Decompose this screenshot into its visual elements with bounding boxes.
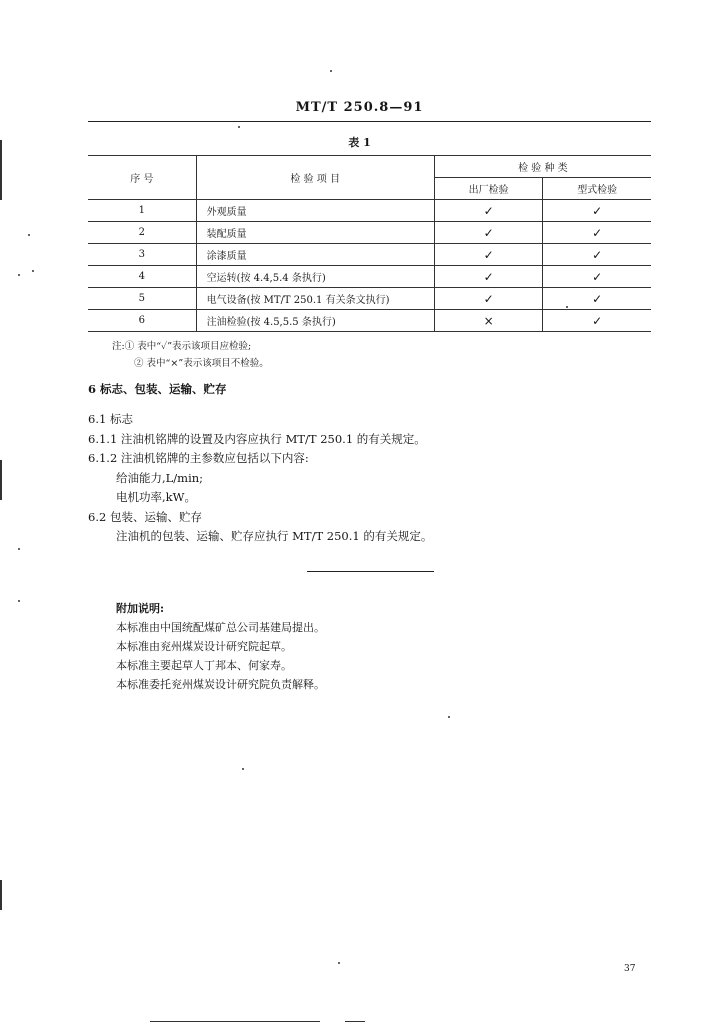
table-header-row: [88, 156, 651, 178]
factory-check-mark: ✓: [434, 244, 543, 266]
section-6-heading: 6 标志、包装、运输、贮存: [88, 382, 227, 396]
clause-6-1-1: 6.1.1 注油机铭牌的设置及内容应执行 MT/T 250.1 的有关规定。: [88, 431, 426, 446]
scan-speck: [338, 962, 340, 964]
page-number: 37: [624, 964, 636, 974]
factory-check-mark: ✓: [434, 200, 543, 222]
appendix-heading: 附加说明:: [116, 602, 165, 615]
scan-edge-mark: [0, 460, 2, 500]
table-row: [88, 266, 651, 288]
type-check-mark: ✓: [543, 310, 651, 332]
end-separator-rule: [307, 571, 434, 572]
scan-speck: [238, 126, 240, 128]
row-item: 外观质量: [196, 200, 434, 222]
scan-speck: [18, 548, 20, 550]
table-row: [88, 200, 651, 222]
appendix-line: 本标准由兖州煤炭设计研究院起草。: [116, 640, 292, 653]
col-header-no: 序 号: [88, 156, 196, 200]
table-row: [88, 222, 651, 244]
row-item: 注油检验(按 4.5,5.5 条执行): [196, 310, 434, 332]
appendix-line: 本标准由中国统配煤矿总公司基建局提出。: [116, 621, 325, 634]
row-no: 2: [88, 222, 196, 244]
clause-6-2: 6.2 包装、运输、贮存: [88, 509, 202, 524]
row-no: 5: [88, 288, 196, 310]
scan-speck: [18, 600, 20, 602]
clause-6-1: 6.1 标志: [88, 412, 133, 426]
scan-speck: [28, 234, 30, 236]
scan-edge-mark: [0, 140, 2, 200]
appendix-notes: [116, 599, 325, 694]
scan-speck: [18, 274, 20, 276]
clause-6-1-2: 6.1.2 注油机铭牌的主参数应包括以下内容:: [88, 451, 309, 465]
scan-speck: [448, 716, 450, 718]
type-check-mark: ✓: [543, 200, 651, 222]
col-header-item: 检 验 项 目: [196, 156, 434, 200]
scan-edge-mark: [0, 880, 2, 910]
row-no: 6: [88, 310, 196, 332]
row-no: 4: [88, 266, 196, 288]
table-note-1: 注:① 表中“✓”表示该项目应检验;: [112, 341, 252, 352]
type-check-mark: ✓: [543, 266, 651, 288]
row-item: 装配质量: [196, 222, 434, 244]
section-6-body: [88, 410, 432, 547]
scan-speck: [566, 306, 568, 308]
param-oil-capacity: 给油能力,L/min;: [116, 470, 204, 485]
scan-speck: [242, 768, 244, 770]
factory-check-mark: ✓: [434, 288, 543, 310]
param-motor-power: 电机功率,kW。: [116, 490, 196, 504]
col-header-kind: 检 验 种 类: [434, 156, 651, 178]
type-check-mark: ✓: [543, 288, 651, 310]
appendix-line: 本标准委托兖州煤炭设计研究院负责解释。: [116, 678, 325, 691]
table-title: 表 1: [348, 136, 371, 149]
factory-cross-mark: ×: [434, 310, 543, 332]
scan-edge-mark: [345, 1021, 365, 1022]
row-item: 涂漆质量: [196, 244, 434, 266]
appendix-line: 本标准主要起草人丁邦本、何家寿。: [116, 659, 292, 672]
row-no: 1: [88, 200, 196, 222]
scan-speck: [330, 70, 332, 72]
scan-speck: [32, 270, 34, 272]
scan-edge-mark: [150, 1021, 320, 1022]
table-row: [88, 310, 651, 332]
type-check-mark: ✓: [543, 244, 651, 266]
factory-check-mark: ✓: [434, 266, 543, 288]
row-item: 空运转(按 4.4,5.4 条执行): [196, 266, 434, 288]
type-check-mark: ✓: [543, 222, 651, 244]
col-header-factory: 出厂检验: [434, 178, 543, 200]
table-note-2: ② 表中“×”表示该项目不检验。: [134, 358, 269, 369]
row-item: 电气设备(按 MT/T 250.1 有关条文执行): [196, 288, 434, 310]
clause-6-2-text: 注油机的包装、运输、贮存应执行 MT/T 250.1 的有关规定。: [116, 529, 433, 543]
factory-check-mark: ✓: [434, 222, 543, 244]
row-no: 3: [88, 244, 196, 266]
table-notes: [112, 338, 269, 372]
header-rule: [88, 121, 651, 122]
standard-code: MT/T 250.8—91: [295, 100, 424, 115]
table-row: [88, 244, 651, 266]
col-header-type: 型式检验: [543, 178, 651, 200]
